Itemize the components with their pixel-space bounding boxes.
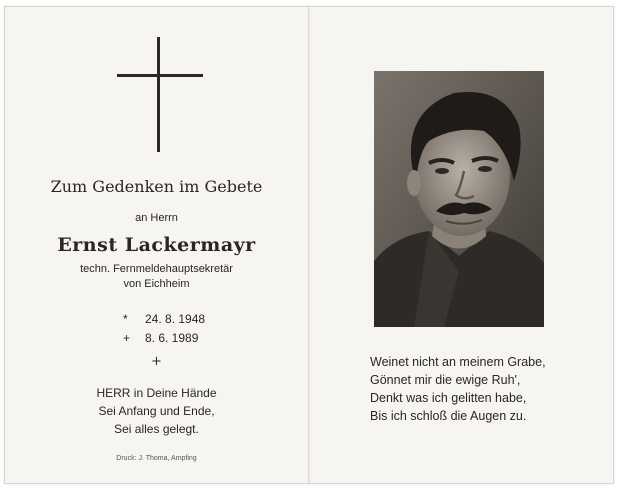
prayer-line: Sei alles gelegt. (114, 422, 199, 436)
cross-icon (117, 37, 203, 152)
deceased-name: Ernst Lackermayr (57, 234, 256, 256)
birth-symbol: * (123, 312, 128, 326)
death-symbol: + (123, 331, 131, 345)
birth-row (123, 312, 205, 326)
poem-line: Bis ich schloß die Augen zu. (370, 409, 527, 423)
hometown: von Eichheim (123, 278, 190, 290)
death-date: 8. 6. 1989 (145, 331, 199, 345)
prayer-line: HERR in Deine Hände (96, 386, 217, 400)
heading: Zum Gedenken im Gebete (50, 177, 263, 196)
printer-credit: Druck: J. Thoma, Ampfing (116, 455, 197, 462)
poem-line: Gönnet mir die ewige Ruh', (370, 373, 521, 387)
right-page (310, 7, 613, 483)
poem (370, 353, 610, 425)
poem-line: Weinet nicht an meinem Grabe, (370, 355, 546, 369)
intro-text: an Herrn (135, 212, 178, 224)
prayer-line: Sei Anfang und Ende, (98, 404, 215, 418)
death-row (123, 331, 198, 345)
memorial-card (4, 6, 614, 484)
portrait-photo (374, 71, 544, 327)
prayer (5, 384, 308, 438)
poem-line: Denkt was ich gelitten habe, (370, 391, 527, 405)
job-title: techn. Fernmeldehauptsekretär (80, 263, 233, 275)
birth-date: 24. 8. 1948 (145, 312, 206, 326)
small-cross-icon: + (151, 354, 162, 369)
left-page (5, 7, 308, 483)
